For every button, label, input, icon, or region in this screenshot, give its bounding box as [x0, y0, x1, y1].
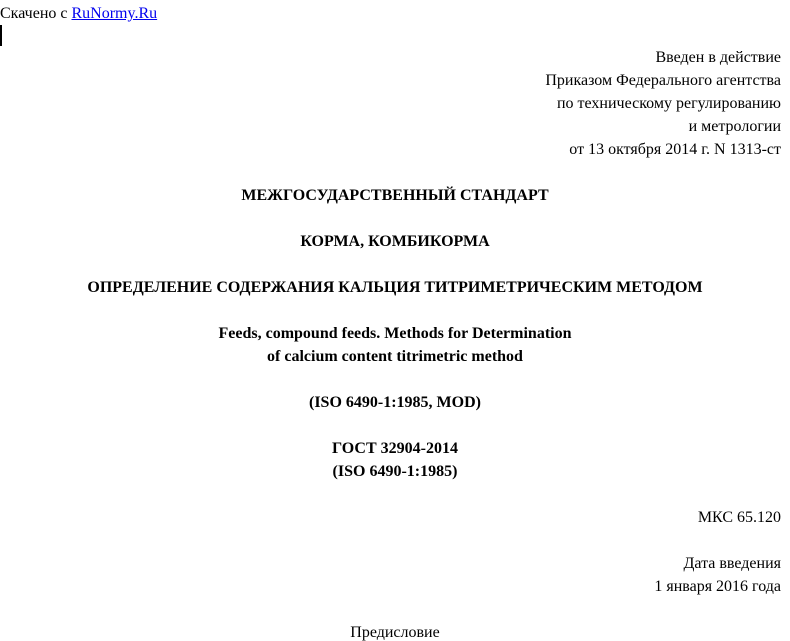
introduction-date-label: Дата введения: [683, 555, 781, 572]
english-title-line-1: Feeds, compound feeds. Methods for Determination: [218, 325, 572, 342]
introduction-date-value: 1 января 2016 года: [654, 578, 781, 595]
enactment-line: от 13 октября 2014 г. N 1313-ст: [569, 141, 781, 158]
subject-heading: КОРМА, КОМБИКОРМА: [300, 233, 490, 250]
enactment-line: Введен в действие: [655, 49, 781, 66]
enactment-line: и метрологии: [688, 118, 781, 135]
gost-number: ГОСТ 32904-2014: [332, 440, 458, 457]
preface-heading: Предисловие: [350, 624, 440, 641]
introduction-date-block: [654, 552, 781, 598]
iso-mod-reference: (ISO 6490-1:1985, MOD): [309, 394, 481, 411]
text-cursor: [0, 25, 2, 46]
source-line: [0, 2, 157, 25]
mks-code: МКС 65.120: [697, 509, 781, 526]
enactment-block: [545, 46, 781, 161]
iso-reference: (ISO 6490-1:1985): [332, 463, 458, 480]
method-heading: ОПРЕДЕЛЕНИЕ СОДЕРЖАНИЯ КАЛЬЦИЯ ТИТРИМЕТРИЧЕСКИМ МЕТОДОМ: [87, 279, 703, 296]
enactment-line: по техническому регулированию: [556, 95, 781, 112]
english-title-line-2: of calcium content titrimetric method: [267, 348, 523, 365]
source-prefix: Скачено с: [0, 5, 72, 22]
standard-type-heading: МЕЖГОСУДАРСТВЕННЫЙ СТАНДАРТ: [241, 187, 549, 204]
source-link[interactable]: RuNormy.Ru: [71, 5, 158, 22]
enactment-line: Приказом Федерального агентства: [545, 72, 781, 89]
